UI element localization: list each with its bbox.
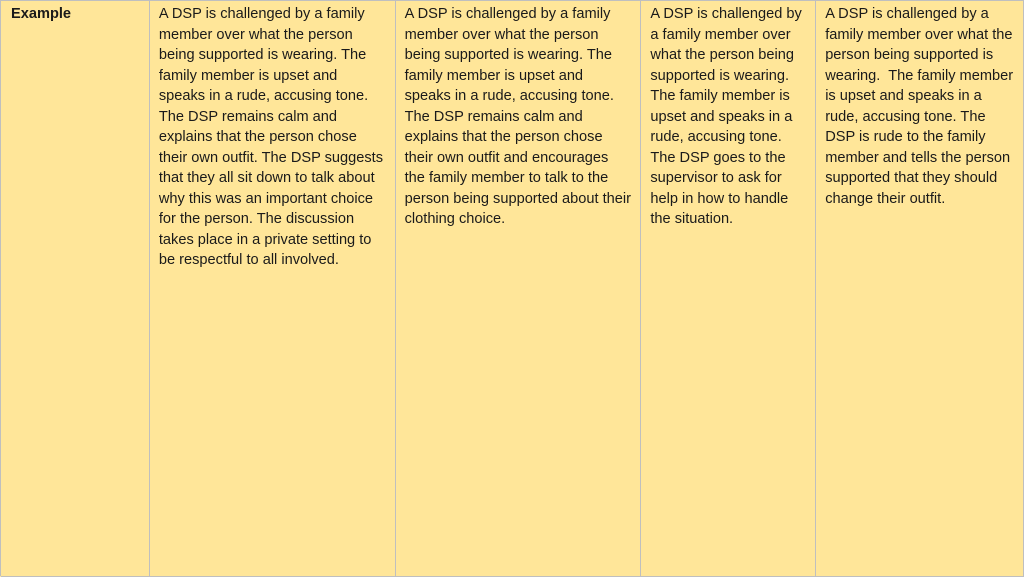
example-cell-1 [150, 1, 396, 577]
example-text-2: A DSP is challenged by a family member over what the person being supported is wearing. The family member is upset and speaks in a rude, accusing tone. The DSP remains calm and explains that the person chose their own outfit and encourages the family member to talk to the person being supported about their clothing choice. [404, 6, 636, 227]
row-header-cell [1, 1, 150, 577]
example-text-4: A DSP is challenged by a family member over what the person being supported is wearing. The family member is upset and speaks in a rude, accusing tone. The DSP is rude to the family member and tells the person supported that they should change their outfit. [825, 6, 1018, 207]
example-text-3: A DSP is challenged by a family member over what the person being supported is wearing. The family member is upset and speaks in a rude, accusing tone. The DSP goes to the supervisor to ask for help in how to handle the situation. [650, 6, 806, 227]
row-header-label: Example [11, 6, 72, 22]
example-cell-3 [641, 1, 816, 577]
example-cell-2 [396, 1, 642, 577]
example-text-1: A DSP is challenged by a family member over what the person being supported is wearing. The family member is upset and speaks in a rude, accusing tone. The DSP remains calm and explains that the person chose their own outfit. The DSP suggests that they all sit down to talk about why this was an important choice for the person. The discussion takes place in a private setting to be respectful to all involved. [158, 6, 388, 268]
example-cell-4 [816, 1, 1024, 577]
